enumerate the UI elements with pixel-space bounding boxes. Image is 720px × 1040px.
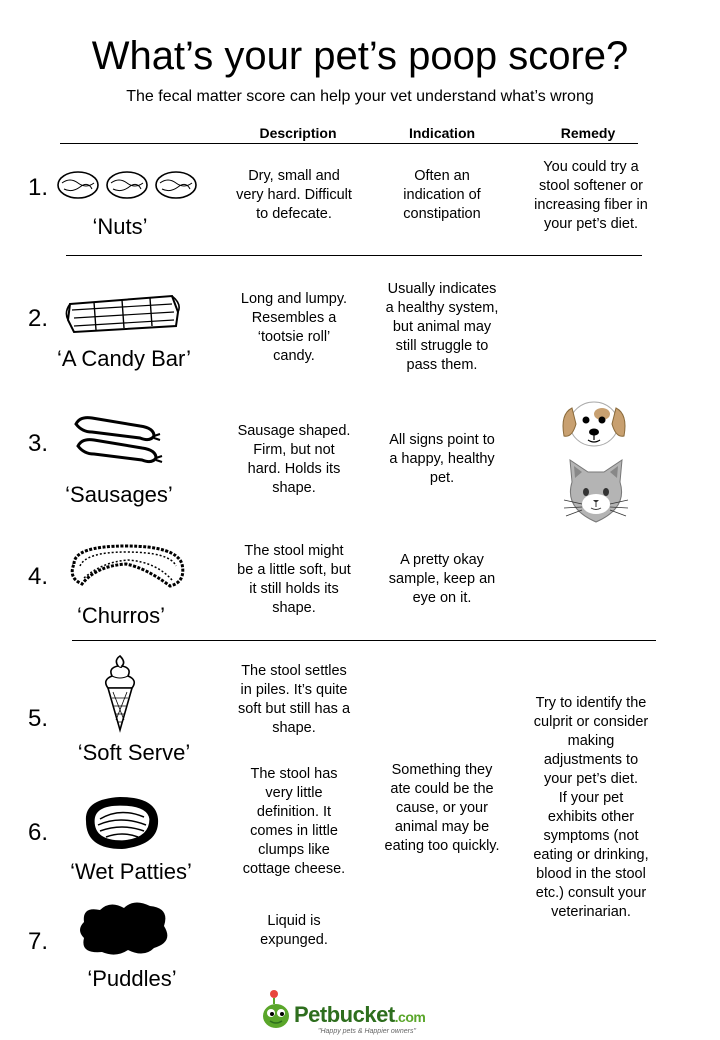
row-description: Sausage shaped. Firm, but not hard. Holds its shape. (237, 423, 351, 496)
indication-loose: Something they ate could be the cause, or your animal may be eating too quickly. (384, 762, 500, 854)
nuts-icon (56, 165, 202, 205)
remedy-nuts: You could try a stool softener or increasing fiber in your pet’s diet. (534, 159, 648, 232)
row-name: ‘Soft Serve’ (77, 740, 191, 765)
soft-serve-icon (102, 654, 138, 734)
row-name: ‘Wet Patties’ (70, 859, 192, 884)
row-name: ‘A Candy Bar’ (56, 346, 192, 371)
row-name: ‘Sausages’ (65, 482, 173, 507)
header-remedy: Remedy (560, 125, 616, 141)
row-name: ‘Puddles’ (87, 966, 177, 991)
indication-churros: A pretty okay sample, keep an eye on it. (388, 552, 496, 606)
divider-rule-2 (72, 640, 656, 641)
row-number: 1. (28, 174, 49, 201)
petbucket-mascot-icon (260, 988, 294, 1030)
header-rule (60, 143, 638, 144)
row-description: Dry, small and very hard. Difficult to defecate. (236, 168, 352, 222)
divider-rule-1 (66, 255, 642, 256)
indication-candy-bar: Usually indicates a healthy system, but animal may still struggle to pass them. (385, 281, 499, 373)
page-subtitle: The fecal matter score can help your vet understand what’s wrong (126, 88, 594, 105)
row-description: Liquid is expunged. (260, 913, 328, 948)
row-description: The stool has very little definition. It comes in little clumps like cottage cheese. (242, 766, 346, 877)
wet-patties-icon (80, 793, 162, 853)
cat-face-icon (562, 458, 630, 530)
indication-nuts: Often an indication of constipation (403, 168, 481, 222)
remedy-loose: Try to identify the culprit or consider making adjustments to your pet’s diet. If your pet exhibits other symptoms (not eating or drinking, blood in the stool etc.) consult your veterinarian. (533, 695, 649, 920)
petbucket-wordmark: Petbucket.com (294, 1002, 426, 1027)
row-description: The stool settles in piles. It’s quite soft but still has a shape. (237, 663, 351, 736)
dog-face-icon (560, 394, 628, 450)
row-number: 4. (28, 563, 49, 590)
row-description: Long and lumpy. Resembles a ‘tootsie roll’ candy. (240, 291, 348, 364)
petbucket-logo (258, 988, 458, 1036)
row-description: The stool might be a little soft, but it still holds its shape. (237, 543, 351, 616)
candy-bar-icon (64, 290, 184, 340)
row-name: ‘Nuts’ (92, 214, 148, 239)
row-number: 3. (28, 430, 49, 457)
puddles-icon (76, 898, 172, 958)
header-description: Description (259, 125, 337, 141)
header-indication: Indication (408, 125, 476, 141)
page-title: What’s your pet’s poop score? (91, 34, 629, 78)
petbucket-tagline: "Happy pets & Happier owners" (318, 1028, 416, 1035)
indication-sausages: All signs point to a happy, healthy pet. (389, 432, 495, 486)
row-number: 7. (28, 928, 49, 955)
sausages-icon (70, 412, 166, 472)
row-name: ‘Churros’ (76, 603, 166, 628)
row-number: 6. (28, 819, 49, 846)
row-number: 2. (28, 305, 49, 332)
churros-icon (66, 538, 192, 600)
row-number: 5. (28, 705, 49, 732)
